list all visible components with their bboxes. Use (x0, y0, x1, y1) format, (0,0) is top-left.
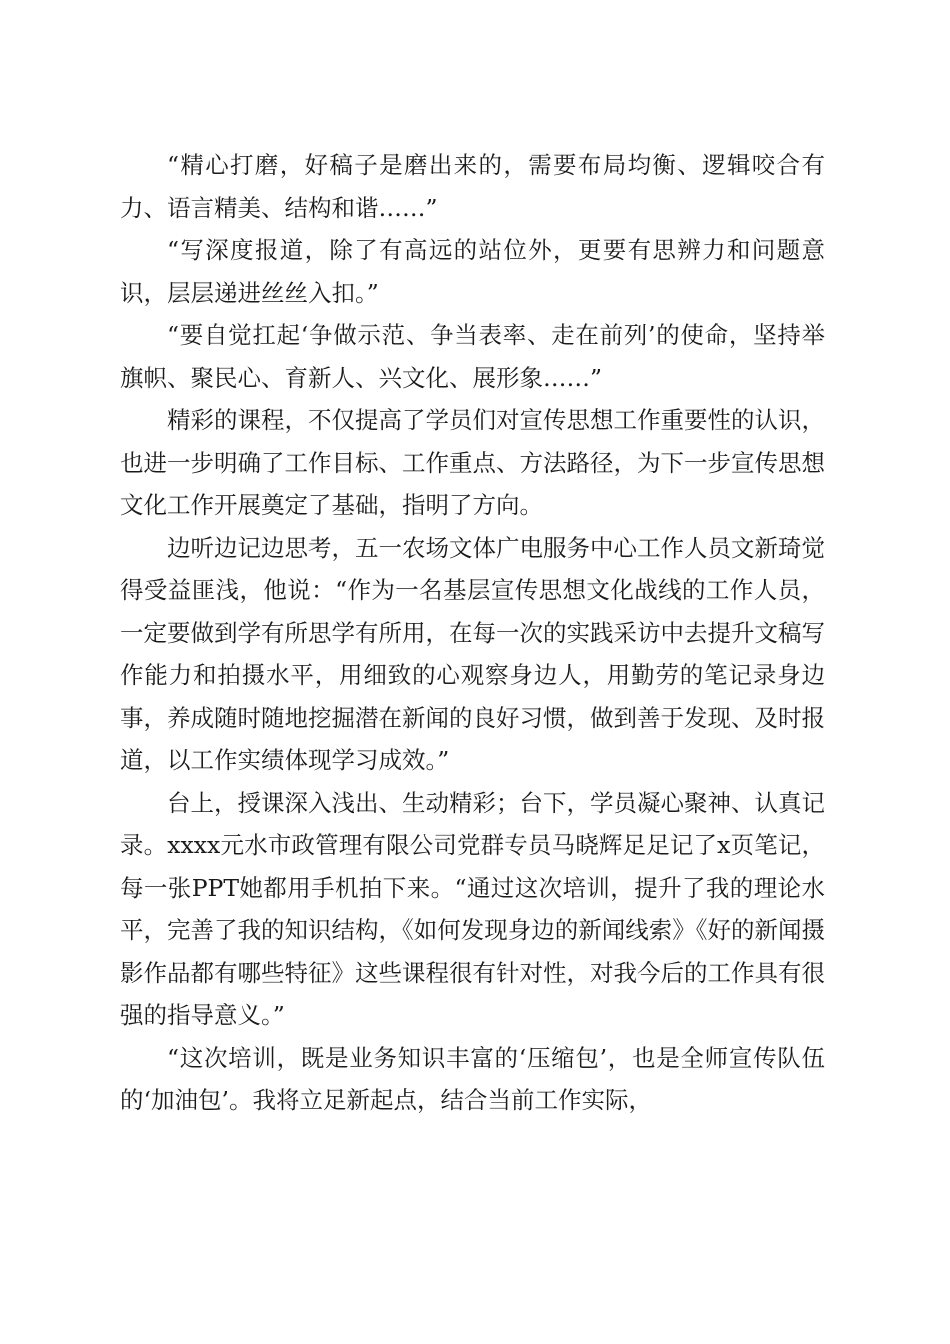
paragraph-quote-polish: “精心打磨，好稿子是磨出来的，需要布局均衡、逻辑咬合有力、语言精美、结构和谐……” (120, 151, 825, 222)
paragraph-quote-mission: “要自觉扛起‘争做示范、争当表率、走在前列’的使命，坚持举旗帜、聚民心、育新人、兴文化、展形象……” (120, 321, 825, 392)
paragraph-quote-depth-report: “写深度报道，除了有高远的站位外，更要有思辨力和问题意识，层层递进丝丝入扣。” (120, 236, 825, 307)
paragraph-course-summary: 精彩的课程，不仅提高了学员们对宣传思想工作重要性的认识，也进一步明确了工作目标、工作重点、方法路径，为下一步宣传思想文化工作开展奠定了基础，指明了方向。 (120, 406, 825, 519)
paragraph-trainee-wen: 边听边记边思考，五一农场文体广电服务中心工作人员文新琦觉得受益匪浅，他说：“作为一名基层宣传思想文化战线的工作人员，一定要做到学有所思学有所用，在每一次的实践采访中去提升文稿写作能力和拍摄水平，用细致的心观察身边人，用勤劳的笔记录身边事，养成随时随地挖掘潜在新闻的良好习惯，做到善于发现、及时报道，以工作实绩体现学习成效。” (120, 533, 825, 774)
paragraph-trainee-ma: 台上，授课深入浅出、生动精彩；台下，学员凝心聚神、认真记录。xxxx元水市政管理有限公司党群专员马晓辉足足记了x页笔记，每一张PPT她都用手机拍下来。“通过这次培训，提升了我的理论水平，完善了我的知识结构，《如何发现身边的新闻线索》《好的新闻摄影作品都有哪些特征》这些课程很有针对性，对我今后的工作具有很强的指导意义。” (120, 788, 825, 1029)
paragraph-training-closing: “这次培训，既是业务知识丰富的‘压缩包’，也是全师宣传队伍的‘加油包’。我将立足新起点，结合当前工作实际， (120, 1043, 825, 1114)
document-body (120, 144, 825, 1122)
